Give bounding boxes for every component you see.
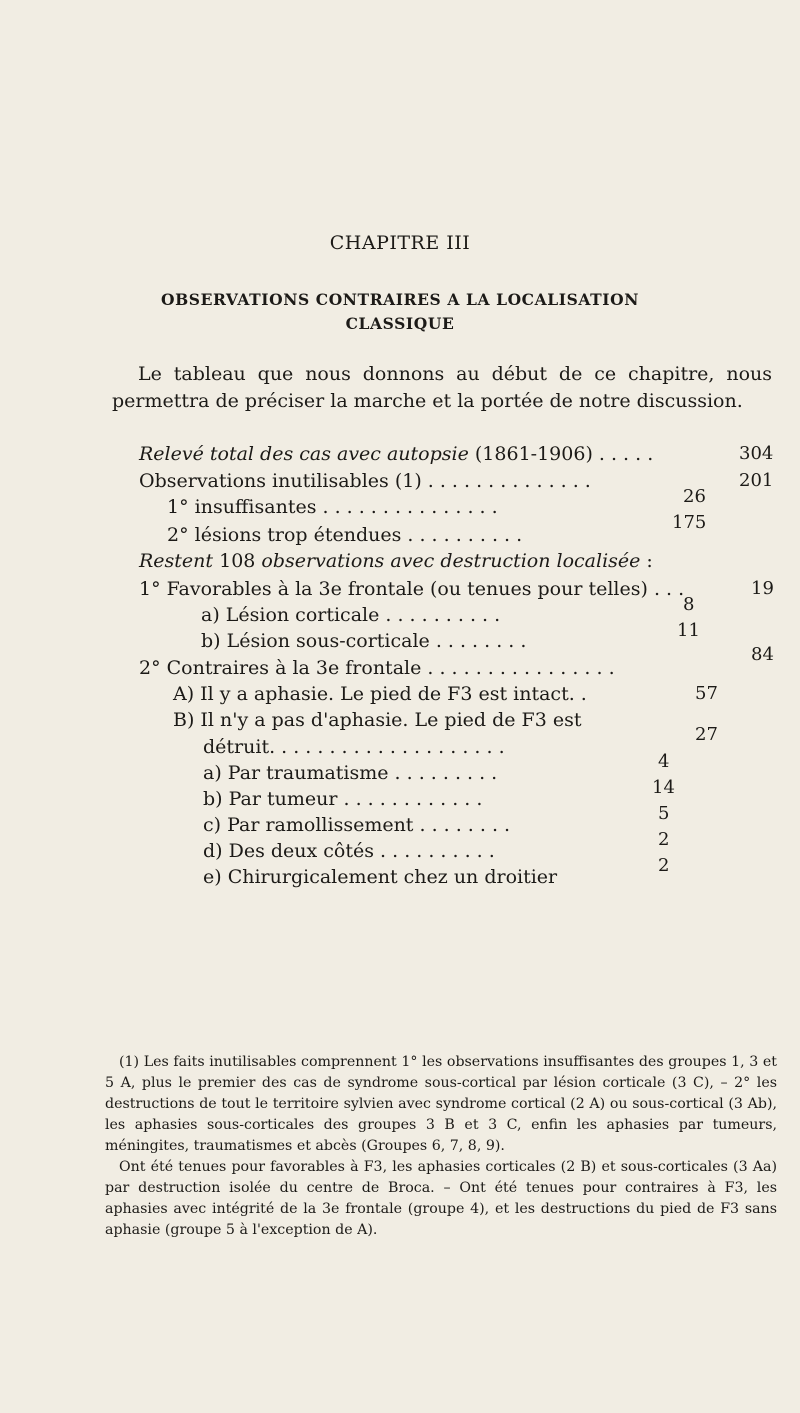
row-tumeur-label: b) Par tumeur . . . . . . . . . . . . (203, 788, 483, 810)
section-title-line1: OBSERVATIONS CONTRAIRES A LA LOCALISATION (160, 290, 640, 309)
row-contraires-value: 84 (751, 644, 774, 665)
row-aphasie-b-value: 27 (695, 724, 718, 745)
row-etendues-label: 2° lésions trop étendues . . . . . . . . . . (167, 524, 523, 546)
row-trauma-value: 4 (658, 751, 670, 772)
row-inutilisables-value: 201 (739, 470, 774, 491)
row-releve-value: 304 (739, 443, 774, 464)
row-corticale-value: 8 (683, 594, 695, 615)
intro-paragraph: Le tableau que nous donnons au début de ce chapitre, nous permettra de préciser la marche et la portée de notre discussion. (112, 363, 772, 412)
row-corticale-label: a) Lésion corticale . . . . . . . . . . (201, 604, 501, 626)
row-favorables-value: 19 (751, 578, 774, 599)
footnote-1: (1) Les faits inutilisables comprennent 1° les observations insuffisantes des groupes 1, 3 et 5 A, plus le premier des cas de syndrome sous-cortical par lésion corticale (3 C), – 2° les destructions de tout le territoire sylvien avec syndrome cortical (2 A) ou sous-cortical (3 Ab), les aphasies sous-corticales des groupes 3 B et 3 C, enfin les aphasies par tumeurs, méningites, traumatismes et abcès (Groupes 6, 7, 8, 9). (105, 1054, 777, 1154)
row-aphasie-b-line1: B) Il n'y a pas d'aphasie. Le pied de F3 est (173, 709, 582, 731)
row-insuffisantes-value: 26 (683, 486, 706, 507)
row-releve-label (139, 443, 653, 465)
releve-label-rest: (1861-1906) . . . . . (468, 443, 654, 465)
row-aphasie-a-value: 57 (695, 683, 718, 704)
row-chirurgical-label: e) Chirurgicalement chez un droitier (203, 866, 558, 888)
row-tumeur-value: 14 (652, 777, 675, 798)
section-title (0, 288, 800, 336)
row-deux-cotes-label: d) Des deux côtés . . . . . . . . . . (203, 840, 495, 862)
row-ramollissement-label: c) Par ramollissement . . . . . . . . (203, 814, 511, 836)
row-sous-corticale-value: 11 (677, 620, 700, 641)
footnotes (105, 1052, 777, 1241)
row-chirurgical-value: 2 (658, 855, 670, 876)
row-ramollissement-value: 5 (658, 803, 670, 824)
restent-tail: : (640, 550, 653, 572)
footnote-2: Ont été tenues pour favorables à F3, les aphasies corticales (2 B) et sous-corticales (3 Aa) par destruction isolée du centre de Broca. – Ont été tenues pour contraires à F3, les aphasies avec intégrité de la 3e frontale (groupe 4), et les destructions du pied de F3 sans aphasie (groupe 5 à l'exception de A). (105, 1159, 777, 1238)
restent-italic-2: observations avec destruction localisée (261, 550, 641, 572)
row-favorables-label: 1° Favorables à la 3e frontale (ou tenues pour telles) . . . (139, 578, 685, 600)
row-trauma-label: a) Par traumatisme . . . . . . . . . (203, 762, 498, 784)
section-title-line2: CLASSIQUE (345, 314, 455, 333)
row-deux-cotes-value: 2 (658, 829, 670, 850)
row-aphasie-a-label: A) Il y a aphasie. Le pied de F3 est intact. . (173, 683, 587, 705)
row-etendues-value: 175 (672, 512, 707, 533)
row-restent (139, 550, 653, 572)
row-contraires-label: 2° Contraires à la 3e frontale . . . . . . . . . . . . . . . . (139, 657, 615, 679)
chapter-heading: CHAPITRE III (329, 232, 471, 254)
restent-count: 108 (213, 550, 262, 572)
row-sous-corticale-label: b) Lésion sous-corticale . . . . . . . . (201, 630, 527, 652)
restent-italic-1: Restent (139, 550, 214, 572)
releve-label-italic: Relevé total des cas avec autopsie (139, 443, 469, 465)
row-inutilisables-label: Observations inutilisables (1) . . . . . . . . . . . . . . (139, 470, 591, 492)
row-insuffisantes-label: 1° insuffisantes . . . . . . . . . . . . . . . (167, 496, 498, 518)
row-aphasie-b-line2: détruit. . . . . . . . . . . . . . . . . . . . (203, 736, 505, 758)
